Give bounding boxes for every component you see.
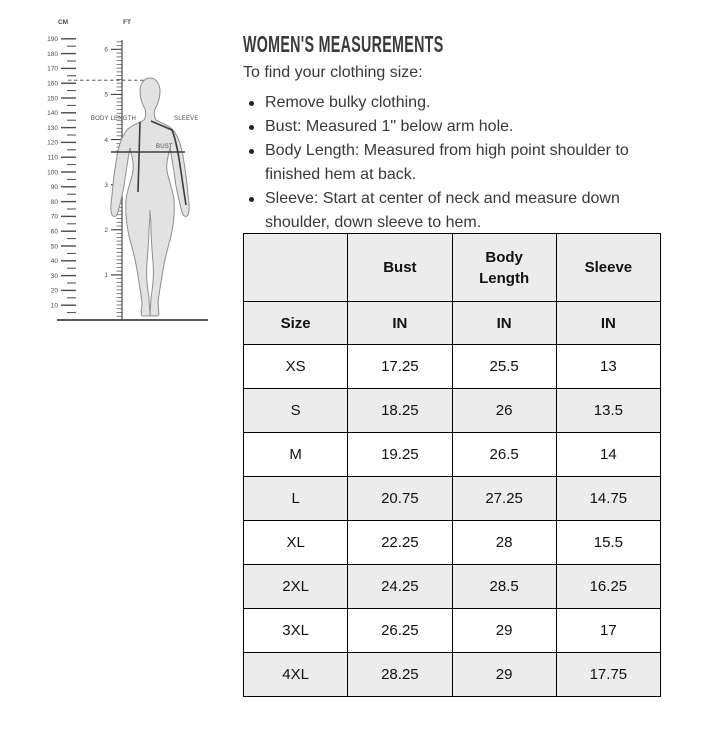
instructions-section	[243, 31, 643, 235]
sleeve-cell: 15.5	[556, 521, 660, 565]
body-length-cell: 29	[452, 653, 556, 697]
ruler-number: 140	[47, 110, 58, 118]
size-row	[244, 565, 661, 609]
sleeve-cell: 14.75	[556, 477, 660, 521]
empty-header-cell	[244, 234, 348, 302]
cm-unit-label: CM	[57, 19, 69, 26]
size-chart-table	[243, 233, 661, 697]
body-length-header-cell	[452, 234, 556, 302]
ruler-number: 6	[104, 46, 108, 54]
bust-cell: 17.25	[348, 345, 452, 389]
body-length-cell: 25.5	[452, 345, 556, 389]
bust-cell: 24.25	[348, 565, 452, 609]
size-row	[244, 477, 661, 521]
bust-cell: 22.25	[348, 521, 452, 565]
ruler-number: 20	[50, 287, 58, 295]
ruler-number: 2	[104, 227, 108, 235]
ruler-number: 1	[104, 272, 108, 280]
instruction-item: Bust: Measured 1" below arm hole.	[243, 115, 643, 139]
ruler-number: 190	[47, 36, 58, 44]
ruler-number: 180	[47, 50, 58, 58]
size-unit-cell: Size	[244, 302, 348, 345]
bust-cell: 19.25	[348, 433, 452, 477]
size-cell: S	[244, 389, 348, 433]
size-cell: XL	[244, 521, 348, 565]
size-cell: 3XL	[244, 609, 348, 653]
body-length-cell: 28	[452, 521, 556, 565]
size-cell: XS	[244, 345, 348, 389]
size-cell: 2XL	[244, 565, 348, 609]
body-length-cell: 28.5	[452, 565, 556, 609]
ruler-number: 3	[104, 181, 108, 189]
ruler-number: 5	[104, 91, 108, 99]
bust-label: BUST	[156, 144, 173, 150]
ruler-number: 60	[50, 228, 58, 236]
ruler-number: 130	[47, 124, 58, 132]
bust-header-cell: Bust	[348, 234, 452, 302]
body-length-cell: 26.5	[452, 433, 556, 477]
body-length-cell: 27.25	[452, 477, 556, 521]
ruler-number: 90	[50, 184, 58, 192]
intro-text: To find your clothing size:	[243, 64, 423, 81]
sleeve-cell: 14	[556, 433, 660, 477]
ruler-number: 50	[50, 243, 58, 251]
ruler-number: 30	[50, 272, 58, 280]
sleeve-cell: 13	[556, 345, 660, 389]
body-length-unit-cell: IN	[452, 302, 556, 345]
sleeve-cell: 17.75	[556, 653, 660, 697]
bust-cell: 20.75	[348, 477, 452, 521]
sleeve-label: SLEEVE	[174, 116, 199, 122]
sleeve-cell: 17	[556, 609, 660, 653]
bust-cell: 28.25	[348, 653, 452, 697]
measurement-header-row	[244, 234, 661, 302]
ruler-number: 170	[47, 65, 58, 73]
ft-unit-label: FT	[123, 19, 131, 26]
size-cell: M	[244, 433, 348, 477]
body-length-cell: 29	[452, 609, 556, 653]
size-row	[244, 389, 661, 433]
size-row	[244, 653, 661, 697]
ruler-number: 160	[47, 80, 58, 88]
instruction-item: Body Length: Measured from high point shoulder to finished hem at back.	[243, 139, 643, 187]
body-length-header-text: Body Length	[479, 248, 530, 287]
ruler-number: 10	[50, 302, 58, 310]
size-row	[244, 345, 661, 389]
instruction-item: Sleeve: Start at center of neck and measure down shoulder, down sleeve to hem.	[243, 187, 643, 235]
sleeve-unit-cell: IN	[556, 302, 660, 345]
ruler-number: 40	[50, 258, 58, 266]
bust-cell: 26.25	[348, 609, 452, 653]
unit-header-row	[244, 302, 661, 345]
body-length-cell: 26	[452, 389, 556, 433]
instruction-item: Remove bulky clothing.	[243, 91, 643, 115]
measurement-diagram	[0, 0, 230, 330]
size-row	[244, 609, 661, 653]
size-cell: L	[244, 477, 348, 521]
size-cell: 4XL	[244, 653, 348, 697]
sleeve-cell: 16.25	[556, 565, 660, 609]
ruler-number: 110	[47, 154, 58, 162]
sleeve-cell: 13.5	[556, 389, 660, 433]
ruler-number: 70	[50, 213, 58, 221]
ruler-number: 100	[47, 169, 58, 177]
ruler-number: 80	[50, 198, 58, 206]
body-length-label: BODY LENGTH	[90, 116, 136, 122]
bust-cell: 18.25	[348, 389, 452, 433]
size-row	[244, 433, 661, 477]
ruler-number: 4	[104, 136, 108, 144]
sleeve-header-cell: Sleeve	[556, 234, 660, 302]
size-row	[244, 521, 661, 565]
bust-unit-cell: IN	[348, 302, 452, 345]
ruler-number: 150	[47, 95, 58, 103]
instructions-list	[243, 91, 643, 235]
page-title: WOMEN'S MEASUREMENTS	[243, 31, 444, 57]
cm-ruler	[47, 36, 76, 313]
ruler-number: 120	[47, 139, 58, 147]
